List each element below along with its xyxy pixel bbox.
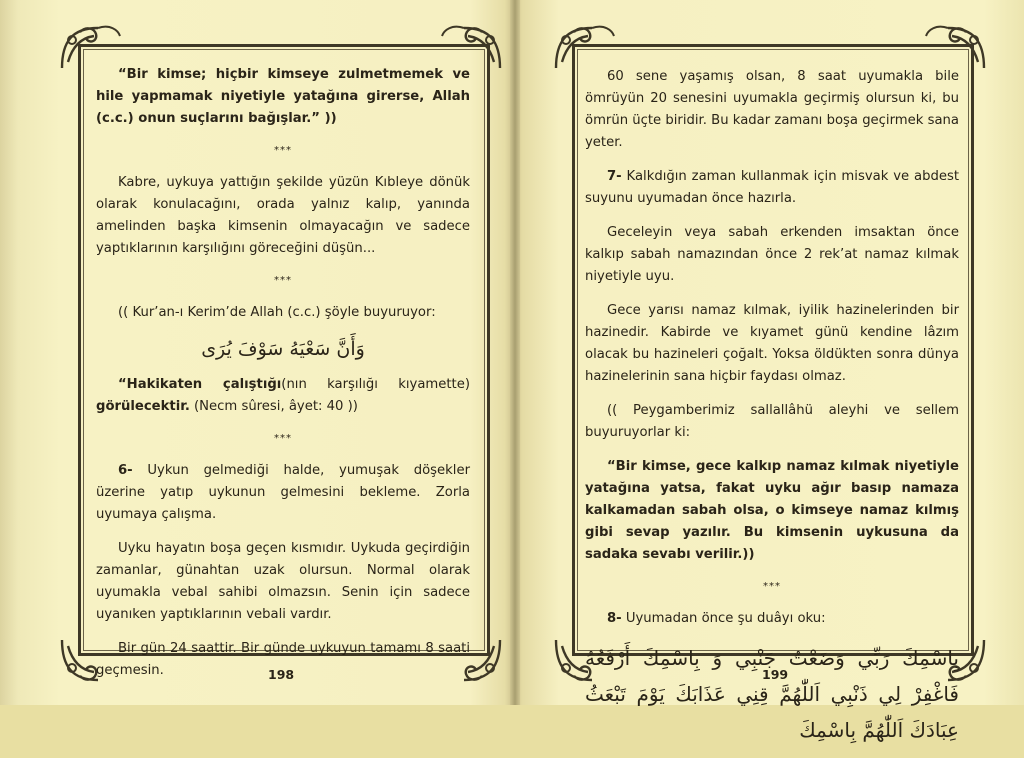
section-separator: *** <box>274 275 292 286</box>
section-separator: *** <box>274 145 292 156</box>
paragraph: Bir gün 24 saattir. Bir günde uykuyun tamamı 8 saati geçmesin. <box>96 641 470 678</box>
verse-translation-bold: “Hakikaten çalıştığı <box>118 377 282 392</box>
hadith-quote: “Bir kimse, gece kalkıp namaz kılmak niyetiyle yatağına yatsa, fakat uyku ağır basıp namaza kalkamadan sabah olsa, o kimseye namaz kılmış gibi sevap yazılır. Bu kimsenin uykusuna da sadaka sevabı verilir.)) <box>585 459 959 562</box>
paragraph: Kabre, uykuya yattığın şekilde yüzün Kıbleye dönük olarak konulacağını, orada yalnız kalıp, yanında amelinden başka kimsenin olmayacağın ve sadece yaptıklarının karşılığını göreceğini düşün... <box>96 175 470 256</box>
verse-source: (Necm sûresi, âyet: 40 )) <box>189 399 358 414</box>
paragraph: Uyku hayatın boşa geçen kısmıdır. Uykuda geçirdiğin zamanlar, günahtan uzak olursun. Normal olarak uyumakla vebal sahibi olmazsın. Senin için sadece uyanıken yaptıklarının vebali vardır. <box>96 541 470 622</box>
paragraph <box>96 460 470 526</box>
ornament-corner-icon <box>924 22 988 72</box>
section-separator: *** <box>274 433 292 444</box>
arabic-prayer: بِاسْمِكَ رَبِّي وَضَعْتُ جَنْبِي وَ بِاسْمِكَ أَرْفَعُهُ فَاغْفِرْ لِي ذَنْبِي اَللّٰهُمَّ قِنِي عَذَابَكَ يَوْمَ تَبْعَثُ عِبَادَكَ اَللّٰهُمَّ بِاسْمِكَ <box>585 646 959 742</box>
paragraph <box>585 166 959 210</box>
paragraph <box>585 608 959 630</box>
item-text: Uyumadan önce şu duâyı oku: <box>621 611 826 626</box>
book-gutter <box>510 0 520 705</box>
left-page-text <box>96 64 470 694</box>
arabic-verse: وَأَنَّ سَعْيَهُ سَوْفَ يُرَى <box>201 338 365 360</box>
verse-translation-bold: görülecektir. <box>96 399 190 414</box>
item-number: 8- <box>607 611 622 626</box>
right-page-text <box>585 66 959 758</box>
paragraph: 60 sene yaşamış olsan, 8 saat uyumakla bile ömrüyün 20 senesini uyumakla geçirmiş olursun ki, bu ömrün üçte biridir. Bu kadar zamanı boşa geçirmek sana yeter. <box>585 69 959 150</box>
paragraph: Gece yarısı namaz kılmak, iyilik hazinelerinden bir hazinedir. Kabirde ve kıyamet günü kendine lâzım olacak bu hazineleri çoğalt. Yoksa öldükten sonra dünya hazinelerinin sana hiçbir faydası olmaz. <box>585 303 959 384</box>
section-separator: *** <box>763 581 781 592</box>
item-text: Uykun gelmediği halde, yumuşak döşekler üzerine yatıp uykunun gelmesini bekleme. Zorla uyumaya çalışma. <box>96 463 470 522</box>
paragraph: (( Peygamberimiz sallallâhü aleyhi ve sellem buyuruyorlar ki: <box>585 403 959 440</box>
verse-translation-note: (nın karşılığı kıyamette) <box>281 377 470 392</box>
ornament-corner-icon <box>552 22 616 72</box>
paragraph: (( Kur’an-ı Kerim’de Allah (c.c.) şöyle buyuruyor: <box>118 305 436 320</box>
verse-translation <box>96 374 470 418</box>
page-number: 199 <box>762 667 789 682</box>
item-number: 7- <box>607 169 622 184</box>
item-number: 6- <box>118 463 133 478</box>
item-text: Kalkdığın zaman kullanmak için misvak ve abdest suyunu uyumadan önce hazırla. <box>585 169 959 206</box>
paragraph: Geceleyin veya sabah erkenden imsaktan önce kalkıp sabah namazından önce 2 rek’at namaz kılmak niyetiyle uyu. <box>585 225 959 284</box>
hadith-quote: “Bir kimse; hiçbir kimseye zulmetmemek ve hile yapmamak niyetiyle yatağına girerse, Allah (c.c.) onun suçlarını bağışlar.” )) <box>96 67 470 126</box>
page-number: 198 <box>268 667 295 682</box>
